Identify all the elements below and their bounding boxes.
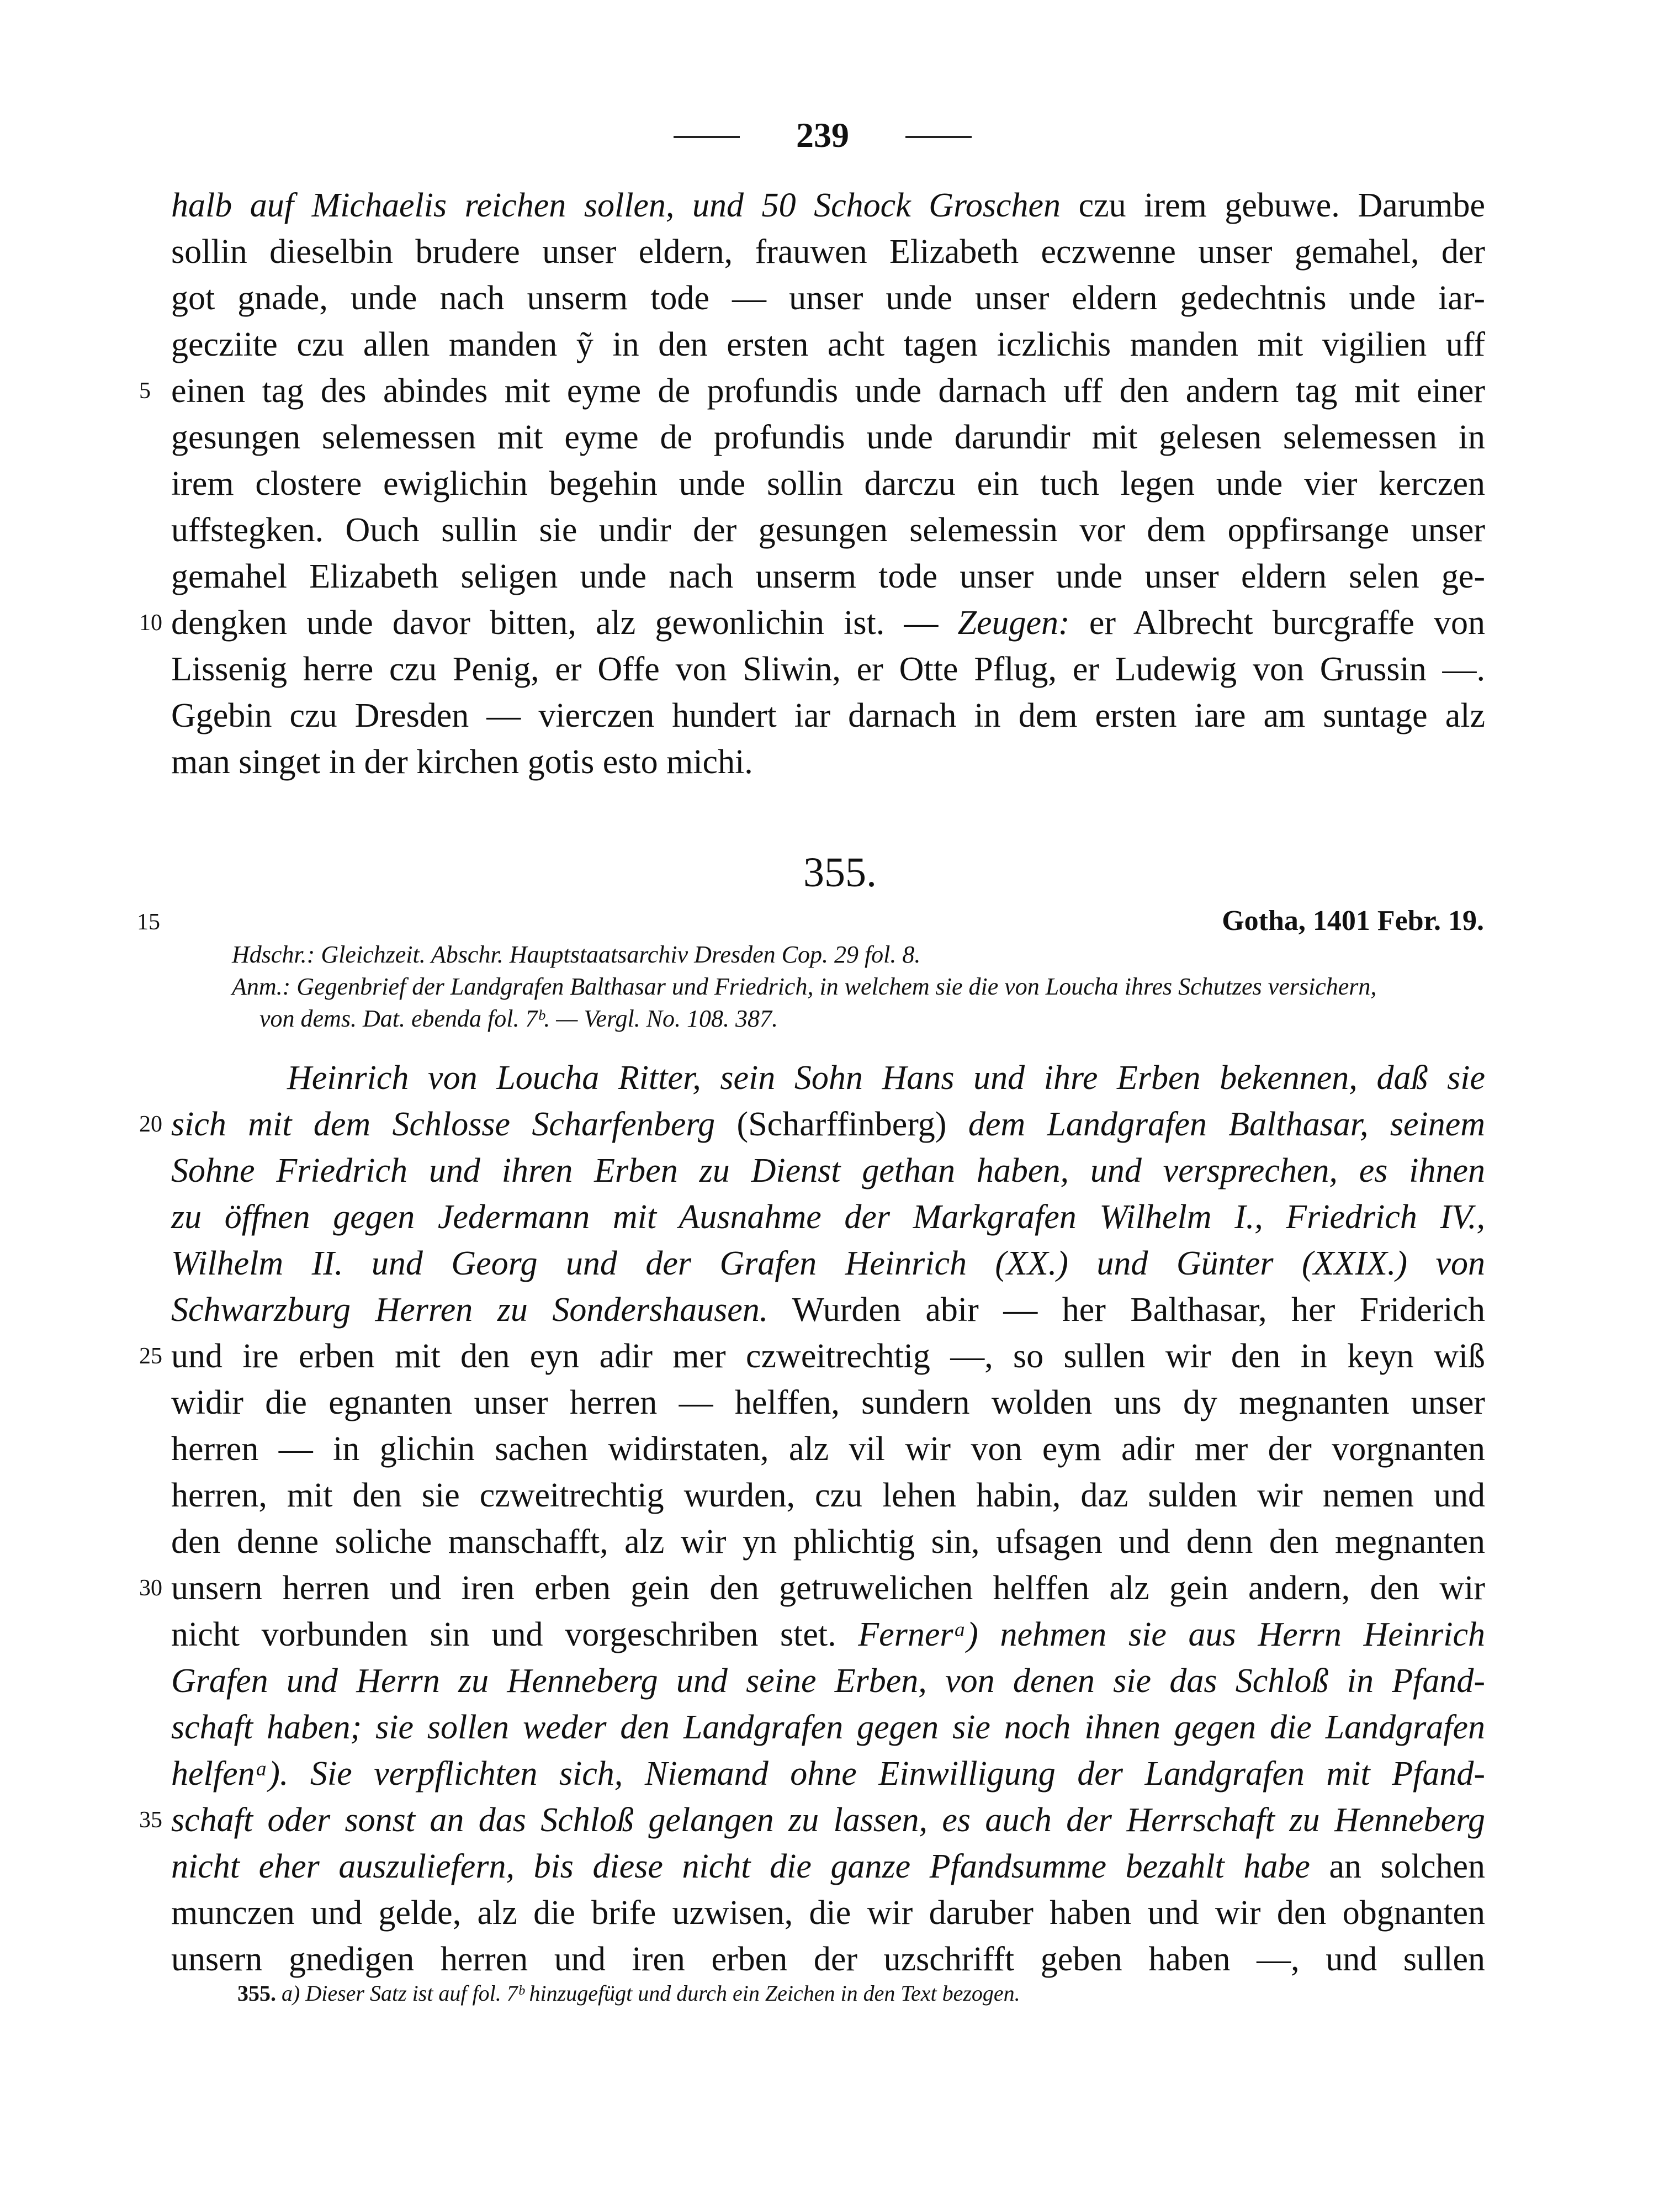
italic-text-segment: schaft haben; sie sollen weder den Landgrafen gegen sie noch ihnen gegen die Landgrafen (171, 1709, 1485, 1746)
text-line (171, 1055, 1485, 1101)
text-line (171, 646, 1485, 692)
text-segment: man singet in der kirchen gotis esto michi. (171, 743, 753, 781)
footnote-label: 355. (237, 1981, 276, 2006)
page-header (674, 110, 972, 160)
italic-text-segment: Sie verpflichten sich, Niemand ohne Einwilligung der Landgrafen mit Pfand- (310, 1755, 1486, 1793)
italic-text-segment: Wilhelm II. und Georg und der Grafen Heinrich (XX.) und Günter (XXIX.) von (171, 1245, 1485, 1282)
text-line (171, 1658, 1485, 1704)
italic-text-segment: Fernerᵃ) nehmen sie aus Herrn Heinrich (858, 1616, 1485, 1653)
italic-text-segment: dem Landgrafen Balthasar, seinem (968, 1106, 1485, 1143)
text-block-document-355 (139, 1055, 1486, 1982)
text-line (171, 321, 1485, 368)
italic-text-segment: Sohne Friedrich und ihren Erben zu Dienst gethan haben, und versprechen, es ihnen (171, 1152, 1485, 1189)
manuscript-note: Hdschr.: Gleichzeit. Abschr. Hauptstaatsarchiv Dresden Cop. 29 fol. 8. (232, 941, 921, 968)
text-block-continuation (139, 182, 1486, 785)
italic-text-segment: helfenᵃ). (171, 1755, 289, 1793)
text-line (171, 553, 1485, 600)
text-segment: und ire erben mit den eyn adir mer czweitrechtig —, so sullen wir den in keyn wiß (171, 1337, 1485, 1375)
text-line (171, 182, 1485, 229)
text-line (139, 368, 1485, 414)
italic-text-segment: halb auf Michaelis reichen sollen, und 50 Schock Groschen (171, 187, 1061, 224)
line-number: 10 (139, 610, 162, 636)
line-number-15: 15 (137, 910, 160, 935)
text-line (171, 1287, 1485, 1333)
line-number: 20 (139, 1112, 162, 1137)
italic-text-segment: Zeugen: (957, 604, 1070, 642)
text-segment: einen tag des abindes mit eyme de profundis unde darnach uff den andern tag mit einer (171, 372, 1485, 410)
text-segment: Wurden abir — her Balthasar, her Friderich (768, 1291, 1485, 1329)
text-line (171, 739, 1485, 785)
text-line (171, 1426, 1485, 1472)
text-line (171, 1148, 1485, 1194)
text-line (171, 1751, 1485, 1797)
text-line (139, 1565, 1485, 1611)
italic-text-segment: Schwarzburg Herren zu Sondershausen. (171, 1291, 769, 1329)
text-line (171, 507, 1485, 553)
text-line (171, 1890, 1485, 1936)
text-line (171, 414, 1485, 461)
italic-text-segment: schaft oder sonst an das Schloß gelangen zu lassen, es auch der Herrschaft zu Henneberg (171, 1801, 1485, 1839)
italic-text-segment: sich mit dem Schlosse Scharfenberg (171, 1106, 716, 1143)
text-line (139, 1797, 1485, 1843)
text-segment: herren — in glichin sachen widirstaten, alz vil wir von eym adir mer der vorgnanten (171, 1430, 1485, 1468)
text-line (171, 1472, 1485, 1519)
text-line (171, 1240, 1485, 1287)
text-segment: gecziite czu allen manden ỹ in den ersten acht tagen iczlichis manden mit vigilien uff (171, 326, 1485, 363)
text-segment: got gnade, unde nach unserm tode — unser unde unser eldern gedechtnis unde iar- (171, 279, 1485, 317)
annotation-note: Anm.: Gegenbrief der Landgrafen Balthasar und Friedrich, in welchem sie die von Loucha ihres Schutzes versichern, (232, 973, 1377, 1000)
text-line (171, 1704, 1485, 1751)
text-segment: gesungen selemessen mit eyme de profundis unde darundir mit gelesen selemessen in (171, 419, 1485, 456)
document-number: 355. (803, 849, 877, 896)
text-line (171, 275, 1485, 321)
text-segment: widir die egnanten unser herren — helffen, sundern wolden uns dy megnanten unser (171, 1384, 1485, 1421)
text-line (139, 1333, 1485, 1379)
text-segment: czu irem gebuwe. Darumbe (1061, 187, 1486, 224)
text-segment: Ggebin czu Dresden — vierczen hundert iar darnach in dem ersten iare am suntage alz (171, 697, 1485, 734)
text-segment: sollin dieselbin brudere unser eldern, frauwen Elizabeth eczwenne unser gemahel, der (171, 233, 1485, 271)
line-number: 5 (139, 378, 151, 404)
page-number: 239 (796, 115, 849, 155)
text-segment (288, 1755, 310, 1793)
text-line (139, 1101, 1485, 1148)
text-segment: gemahel Elizabeth seligen unde nach unserm tode unser unde unser eldern selen ge- (171, 558, 1485, 595)
annotation-note-continued: von dems. Dat. ebenda fol. 7ᵇ. — Vergl. No. 108. 387. (259, 1005, 778, 1032)
text-segment: uffstegken. Ouch sullin sie undir der gesungen selemessin vor dem oppfirsange unser (171, 511, 1485, 549)
text-segment: irem clostere ewiglichin begehin unde sollin darczu ein tuch legen unde vier kerczen (171, 465, 1485, 503)
text-segment: nicht vorbunden sin und vorgeschriben stet. (171, 1616, 858, 1653)
line-number: 30 (139, 1575, 162, 1601)
text-line (171, 1936, 1485, 1982)
line-number: 35 (139, 1807, 162, 1833)
place-date-line: Gotha, 1401 Febr. 19. (1222, 905, 1484, 937)
footnote (237, 1977, 1020, 2010)
text-segment: munczen und gelde, alz die brife uzwisen, die wir daruber haben und wir den obgnanten (171, 1894, 1485, 1932)
italic-text-segment: zu öffnen gegen Jedermann mit Ausnahme der Markgrafen Wilhelm I., Friedrich IV., (171, 1198, 1485, 1236)
text-line (171, 1194, 1485, 1240)
text-segment: unsern gnedigen herren und iren erben der uzschrifft geben haben —, und sullen (171, 1941, 1485, 1978)
header-rule-right (905, 136, 972, 138)
footnote-text: a) Dieser Satz ist auf fol. 7ᵇ hinzugefügt und durch ein Zeichen in den Text bezogen. (276, 1981, 1020, 2006)
text-line (171, 1519, 1485, 1565)
text-line (171, 1379, 1485, 1426)
text-line (171, 229, 1485, 275)
italic-text-segment: nicht eher auszuliefern, bis diese nicht die ganze Pfandsumme bezahlt habe (171, 1848, 1310, 1885)
text-line (171, 692, 1485, 739)
text-segment: an solchen (1310, 1848, 1485, 1885)
text-line (139, 600, 1485, 646)
italic-text-segment: Grafen und Herrn zu Henneberg und seine Erben, von denen sie das Schloß in Pfand- (171, 1662, 1485, 1700)
text-segment: unsern herren und iren erben gein den getruwelichen helffen alz gein andern, den wir (171, 1569, 1485, 1607)
text-segment: herren, mit den sie czweitrechtig wurden, czu lehen habin, daz sulden wir nemen und (171, 1477, 1485, 1514)
text-segment: Lissenig herre czu Penig, er Offe von Sliwin, er Otte Pflug, er Ludewig von Grussin —. (171, 651, 1485, 688)
text-segment: er Albrecht burcgraffe von (1069, 604, 1485, 642)
text-segment: (Scharffinberg) (715, 1106, 968, 1143)
source-notes (232, 939, 1485, 1035)
text-line (171, 1611, 1485, 1658)
text-line (171, 1843, 1485, 1890)
line-number: 25 (139, 1344, 162, 1369)
text-segment: dengken unde davor bitten, alz gewonlichin ist. — (171, 604, 958, 642)
text-line (171, 461, 1485, 507)
italic-text-segment: Heinrich von Loucha Ritter, sein Sohn Hans und ihre Erben bekennen, daß sie (287, 1059, 1485, 1097)
text-segment: den denne soliche manschafft, alz wir yn phlichtig sin, ufsagen und denn den megnanten (171, 1523, 1485, 1561)
